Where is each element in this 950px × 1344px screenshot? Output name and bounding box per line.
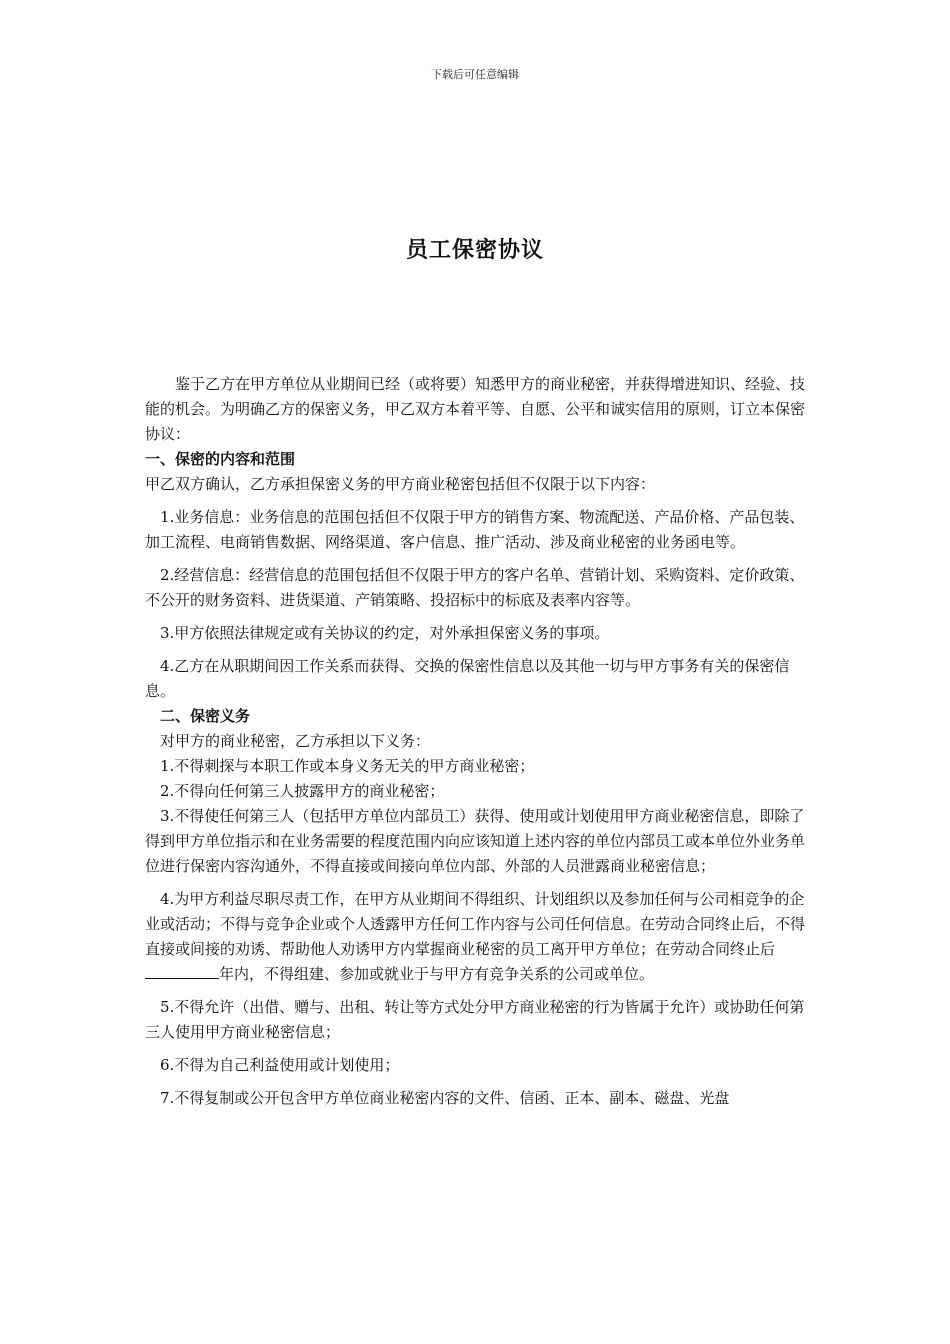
years-blank-field (145, 962, 219, 979)
section2-item: 3.不得使任何第三人（包括甲方单位内部员工）获得、使用或计划使用甲方商业秘密信息，即除了得到甲方单位指示和在业务需要的程度范围内向应该知道上述内容的单位内部员工或本单位外业务单位进行保密内容沟通外，不得直接或间接向单位内部、外部的人员泄露商业秘密信息； (145, 807, 806, 875)
section1-item: 2.经营信息：经营信息的范围包括但不仅限于甲方的客户名单、营销计划、采购资料、定价政策、不公开的财务资料、进货渠道、产销策略、投招标中的标底及表率内容等。 (145, 566, 805, 609)
item4-text-part2: 年内，不得组建、参加或就业于与甲方有竞争关系的公司或单位。 (219, 965, 655, 983)
section1-item: 1.业务信息：业务信息的范围包括但不仅限于甲方的销售方案、物流配送、产品价格、产品包装、加工流程、电商销售数据、网络渠道、客户信息、推广活动、涉及商业秘密的业务函电等。 (145, 508, 805, 551)
section2-item-6: 6.不得为自己利益使用或计划使用； (160, 1056, 400, 1074)
section2-item-7: 7.不得复制或公开包含甲方单位商业秘密内容的文件、信函、正本、副本、磁盘、光盘 (160, 1089, 730, 1107)
section1-intro: 甲乙双方确认，乙方承担保密义务的甲方商业秘密包括但不仅限于以下内容： (145, 475, 656, 493)
section2-item-5: 5.不得允许（出借、赠与、出租、转让等方式处分甲方商业秘密的行为皆属于允许）或协助任何第三人使用甲方商业秘密信息； (145, 998, 805, 1041)
section2-item: 2.不得向任何第三人披露甲方的商业秘密； (160, 782, 445, 800)
document-title: 员工保密协议 (405, 237, 544, 263)
item4-text-part1: 4.为甲方利益尽职尽责工作，在甲方从业期间不得组织、计划组织以及参加任何与公司相竞争的企业或活动；不得与竞争企业或个人透露甲方任何工作内容与公司任何信息。在劳动合同终止后，不得直接或间接的劝诱、帮助他人劝诱甲方内掌握商业秘密的员工离开甲方单位；在劳动合同终止后 (145, 890, 806, 958)
section2-intro: 对甲方的商业秘密，乙方承担以下义务： (160, 732, 431, 750)
section1-item: 4.乙方在从职期间因工作关系而获得、交换的保密性信息以及其他一切与甲方事务有关的保密信息。 (145, 657, 790, 700)
section1-item: 3.甲方依照法律规定或有关协议的约定，对外承担保密义务的事项。 (160, 624, 610, 642)
header-note: 下载后可任意编辑 (431, 68, 519, 81)
section2-heading: 二、保密义务 (160, 707, 251, 725)
preamble: 鉴于乙方在甲方单位从业期间已经（或将要）知悉甲方的商业秘密，并获得增进知识、经验、技能的机会。为明确乙方的保密义务，甲乙双方本着平等、自愿、公平和诚实信用的原则，订立本保密协议： (145, 375, 806, 443)
section2-item-4 (145, 887, 809, 987)
document-body (145, 372, 809, 1111)
section2-item: 1.不得刺探与本职工作或本身义务无关的甲方商业秘密； (160, 757, 535, 775)
section1-heading: 一、保密的内容和范围 (145, 450, 296, 468)
